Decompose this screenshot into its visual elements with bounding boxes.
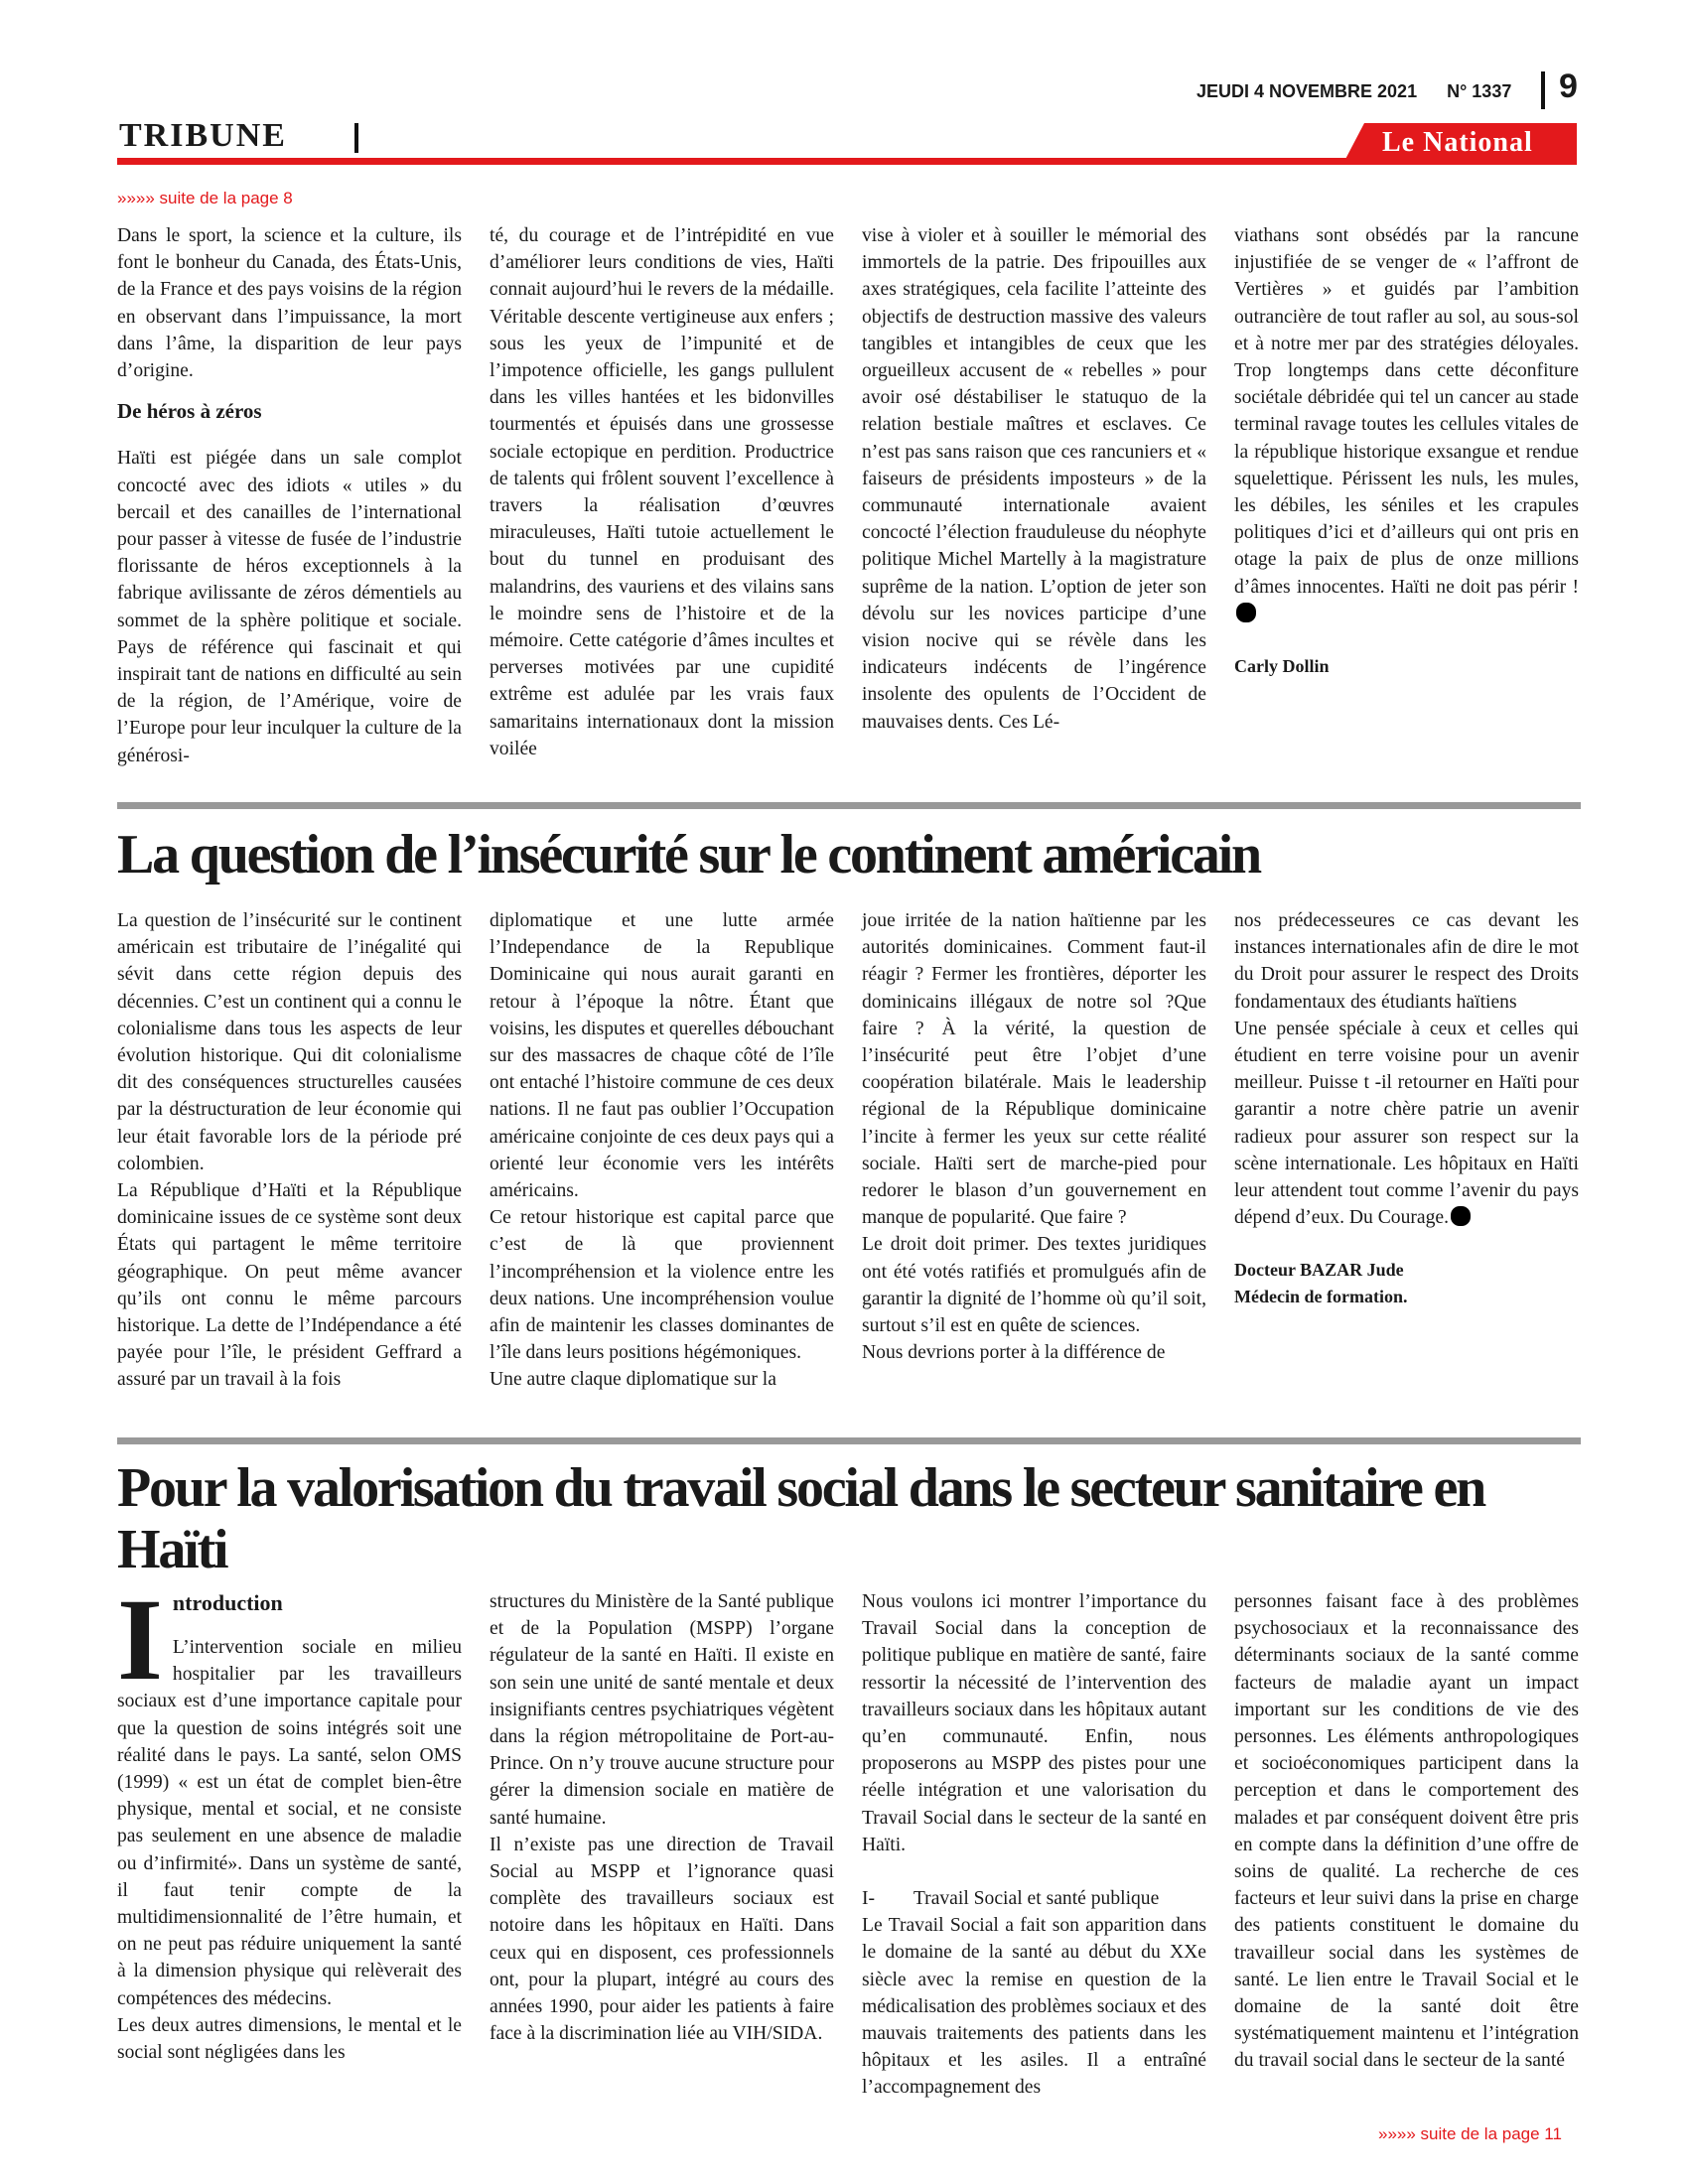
paragraph: Haïti est piégée dans un sale complot concocté avec des idiots « utiles » du bercail et des canailles de l’international pour passer à vitesse de fusée de l’industrie florissante de héros exceptionnels à la fabrique avilissante de zéros démentiels au sommet de la sphère politique et sociale. Pays de référence qui fascinait et qui inspirait tant de nations en difficulté au sein de la région, de l’Amérique, voire de l’Europe pour leur inculquer la culture de la générosi- — [117, 448, 462, 766]
article3-col1 — [117, 1574, 462, 2102]
author-title: Médecin de formation. — [1234, 1287, 1408, 1307]
paragraph: joue irritée de la nation haïtienne par les autorités dominicaines. Comment faut-il réagir ? Fermer les frontières, déporter les dominicains illégaux de notre sol ?Que faire ? À la vérité, la question de l’insécurité peut être l’objet d’une coopération bilatérale. Mais le leadership régional de la République dominicaine l’incite à fermer les yeux sur cette réalité sociale. Haïti sert de marche-pied pour redorer le blason d’un gouvernement en manque de popularité. Que faire ? — [862, 910, 1206, 1229]
continued-to-link[interactable]: »»»» suite de la page 11 — [1378, 2124, 1562, 2143]
page-number-divider — [1541, 71, 1545, 109]
header-rule — [117, 158, 1577, 165]
end-mark-icon — [1236, 603, 1256, 622]
article2-col1 — [117, 907, 462, 1394]
drop-cap: I — [117, 1574, 163, 1705]
section-heading: I- Travail Social et santé publique — [862, 1888, 1160, 1910]
section-separator — [117, 1437, 1581, 1444]
article3-headline: Pour la valorisation du travail social dans le secteur sanitaire en Haïti — [117, 1457, 1485, 1580]
issue-number: N° 1337 — [1447, 81, 1512, 101]
paragraph: Nous devrions porter à la différence de — [862, 1342, 1166, 1364]
paragraph: La question de l’insécurité sur le continent américain est tributaire de l’inégalité qui sévit dans cette région depuis des décennies. C’est un continent qui a connu le colonialisme dans tous les aspects de leur évolution historique. Qui dit colonialisme dit des conséquences structurelles causées par la déstructuration de leur économie qui leur était favorable lors de la période pré colombien. — [117, 910, 462, 1174]
paragraph: Nous voulons ici montrer l’importance du Travail Social dans la conception de politique publique en matière de santé, faire ressortir la nécessité de l’intervention des travailleurs sociaux dans les hôpitaux autant qu’en communauté. Enfin, nous proposerons au MSPP des pistes pour une réelle intégration et une valorisation du Travail Social dans le secteur de la santé en Haïti. — [862, 1591, 1206, 1855]
article1-col2 — [490, 222, 834, 769]
paragraph: Le Travail Social a fait son apparition dans le domaine de la santé au début du XXe siècle avec la remise en question de la médicalisation des problèmes sociaux et des mauvais traitements des patients dans les hôpitaux et les asiles. Il a entraîné l’accompagnement des — [862, 1915, 1206, 2099]
paragraph: Dans le sport, la science et la culture, ils font le bonheur du Canada, des États-Unis, de la France et des pays voisins de la région en observant dans l’impuissance, la mort dans l’âme, la disparition de leur pays d’origine. — [117, 225, 462, 382]
brand-name: Le National — [1382, 127, 1533, 158]
article1-col1 — [117, 222, 462, 769]
paragraph: structures du Ministère de la Santé publique et de la Population (MSPP) l’organe régulateur de la santé en Haïti. Il existe en son sein une unité de santé mentale et deux insignifiants centres psychiatriques végètent dans la région métropolitaine de Port-au-Prince. On n’y trouve aucune structure pour gérer la dimension sociale en matière de santé humaine. — [490, 1591, 834, 1829]
paragraph: Le droit doit primer. Des textes juridiques ont été votés ratifiés et promulgués afin de garantir la dignité de l’homme où qu’il soit, surtout s’il est en quête de sciences. — [862, 1234, 1206, 1337]
paragraph: té, du courage et de l’intrépidité en vue d’améliorer leurs conditions de vies, Haïti connait aujourd’hui le revers de la médaille. Véritable descente vertigineuse aux enfers ; sous les yeux de l’impunité et de l’impotence officielle, les gangs pullulent dans les villes hantées et les bidonvilles tourmentés et épuisés dans une grossesse sociale ectopique en perdition. Productrice de talents qui frôlent souvent l’excellence à travers la réalisation d’œuvres miraculeuses, Haïti tutoie actuellement le bout du tunnel en produisant des malandrins, des vauriens et des vilains sans le moindre sens de l’histoire et de la mémoire. Cette catégorie d’âmes incultes et perverses motivées par une cupidité extrême est adulée par les vrais faux samaritains internationaux dont la mission voilée — [490, 225, 834, 759]
article1-col3 — [862, 222, 1206, 769]
paragraph — [1234, 1016, 1579, 1232]
paragraph: nos prédecesseures ce cas devant les instances internationales afin de dire le mot du Droit pour assurer le respect des Droits fondamentaux des étudiants haïtiens — [1234, 910, 1579, 1013]
article3-col4 — [1234, 1588, 1579, 2102]
section-label: TRIBUNE — [119, 117, 287, 154]
article3-col2 — [490, 1588, 834, 2102]
author-name: Docteur BAZAR Jude — [1234, 1260, 1404, 1281]
subheading: De héros à zéros — [117, 399, 262, 424]
paragraph: La République d’Haïti et la République dominicaine issues de ce système sont deux États qui partagent le même territoire géographique. On peut même avancer qu’ils ont connu le même parcours historique. La dette de l’Indépendance a été payée pour l’île, le président Geffrard a assuré par un travail à la fois — [117, 1180, 462, 1391]
paragraph: diplomatique et une lutte armée l’Independance de la Republique Dominicaine qui nous aurait garanti en retour à l’époque la nôtre. Étant que voisins, les disputes et querelles débouchant sur des massacres de chaque côté de l’île ont entaché l’histoire commune de ces deux nations. Il ne faut pas oublier l’Occupation américaine conjointe de ces deux pays qui a orienté leur économie vers les intérêts américains. — [490, 910, 834, 1202]
article2-col3 — [862, 907, 1206, 1394]
paragraph: Ce retour historique est capital parce que c’est de là que proviennent l’incompréhension et la violence entre les deux nations. Une incompréhension voulue afin de maintenir les classes dominantes de l’île dans leurs positions hégémoniques. — [490, 1207, 834, 1364]
intro-heading: ntroduction — [172, 1590, 283, 1615]
paragraph: Il n’existe pas une direction de Travail Social au MSPP et l’ignorance quasi complète des travailleurs sociaux est notoire dans les hôpitaux en Haïti. Dans ceux qui en disposent, ces professionnels ont, pour la plupart, intégré au cours des années 1990, pour aider les patients à faire face à la discrimination liée au VIH/SIDA. — [490, 1834, 834, 2045]
closing-text: viathans sont obsédés par la rancune injustifiée de se venger de « l’affront de Vertières » et guidés par l’ambition outrancière de tout rafler au sol, au sous-sol et à notre mer par des stratégies déloyales. Trop longtemps dans cette déconfiture sociétale débridée qui tel un cancer au stade terminal ravage toutes les cellules vitales de la république historique exsangue et rendue squelettique. Périssent les nuls, les mules, les débiles, les séniles et les crapules politiques d’ici et d’ailleurs qui ont pris en otage la paix de plus de onze millions d’âmes innocentes. Haïti ne doit pas périr ! — [1234, 225, 1579, 598]
section-divider — [354, 123, 358, 153]
article1-body — [117, 222, 1581, 769]
page-number: 9 — [1559, 68, 1578, 105]
paragraph: personnes faisant face à des problèmes psychosociaux et la reconnaissance des déterminants sociaux de la santé comme facteurs de maladie ayant un impact important sur les conditions de vie des personnes. Les éléments anthropologiques et socioéconomiques participent dans la perception et dans le comportement des malades et par conséquent doivent être pris en compte dans la définition d’une offre de soins de qualité. La recherche de ces facteurs et leur suivi dans la prise en charge des patients constituent le domaine du travailleur social dans les systèmes de santé. Le lien entre le Travail Social et le domaine de la santé doit être systématiquement maintenu et l’intégration du travail social dans le secteur de la santé — [1234, 1591, 1579, 2072]
article3-col3 — [862, 1588, 1206, 2102]
article2-headline: La question de l’insécurité sur le continent américain — [117, 824, 1260, 886]
issue-date: JEUDI 4 NOVEMBRE 2021 — [1196, 81, 1418, 101]
article1-col4 — [1234, 222, 1579, 769]
paragraph: vise à violer et à souiller le mémorial des immortels de la patrie. Des fripouilles aux axes stratégiques, cela facilite l’atteinte des objectifs de destruction massive des valeurs tangibles et intangibles de ceux que les orgueilleux accusent de « rebelles » pour avoir osé déstabiliser le statuquo de la relation bestiale maîtres et esclaves. Ce n’est pas sans raison que ces rancuniers et « faiseurs de présidents imposteurs » de la communauté internationale avaient concocté l’élection frauduleuse du néophyte politique Michel Martelly à la magistrature suprême de la nation. L’option de jeter son dévolu sur les novices participe d’une vision nocive qui se révèle dans les indicateurs indécents de l’ingérence insolente des opulents de l’Occident de mauvaises dents. Ces Lé- — [862, 225, 1206, 733]
paragraph — [1234, 222, 1579, 627]
author: Carly Dollin — [1234, 656, 1330, 677]
paragraph: Une autre claque diplomatique sur la — [490, 1369, 776, 1391]
closing-text: Une pensée spéciale à ceux et celles qui étudient en terre voisine pour un avenir meilleur. Puisse t -il retourner en Haïti pour garantir a notre chère patrie un avenir radieux pour assurer son respect sur la scène internationale. Les hôpitaux en Haïti leur attendent tout comme l’avenir du pays dépend d’eux. Du Courage. — [1234, 1018, 1579, 1229]
article2-body — [117, 907, 1581, 1394]
section-separator — [117, 802, 1581, 809]
paragraph: L’intervention sociale en milieu hospitalier par les travailleurs sociaux est d’une importance capitale pour que la question de soins intégrés soit une réalité dans le pays. La santé, selon OMS (1999) « est un état de complet bien-être physique, mental et social, et ne consiste pas seulement en une absence de maladie ou d’infirmité». Dans un système de santé, il faut tenir compte de la multidimensionnalité de l’être humain, et on ne peut pas réduire uniquement la santé à la dimension physique qui relèverait des compétences des médecins. — [117, 1637, 462, 2009]
continued-from-link[interactable]: »»»» suite de la page 8 — [117, 189, 293, 207]
end-mark-icon — [1451, 1206, 1471, 1226]
paragraph: Les deux autres dimensions, le mental et le social sont négligées dans les — [117, 2014, 462, 2064]
article2-col4 — [1234, 907, 1579, 1394]
issue-info — [1196, 81, 1594, 102]
article3-body — [117, 1574, 1581, 2102]
article2-col2 — [490, 907, 834, 1394]
